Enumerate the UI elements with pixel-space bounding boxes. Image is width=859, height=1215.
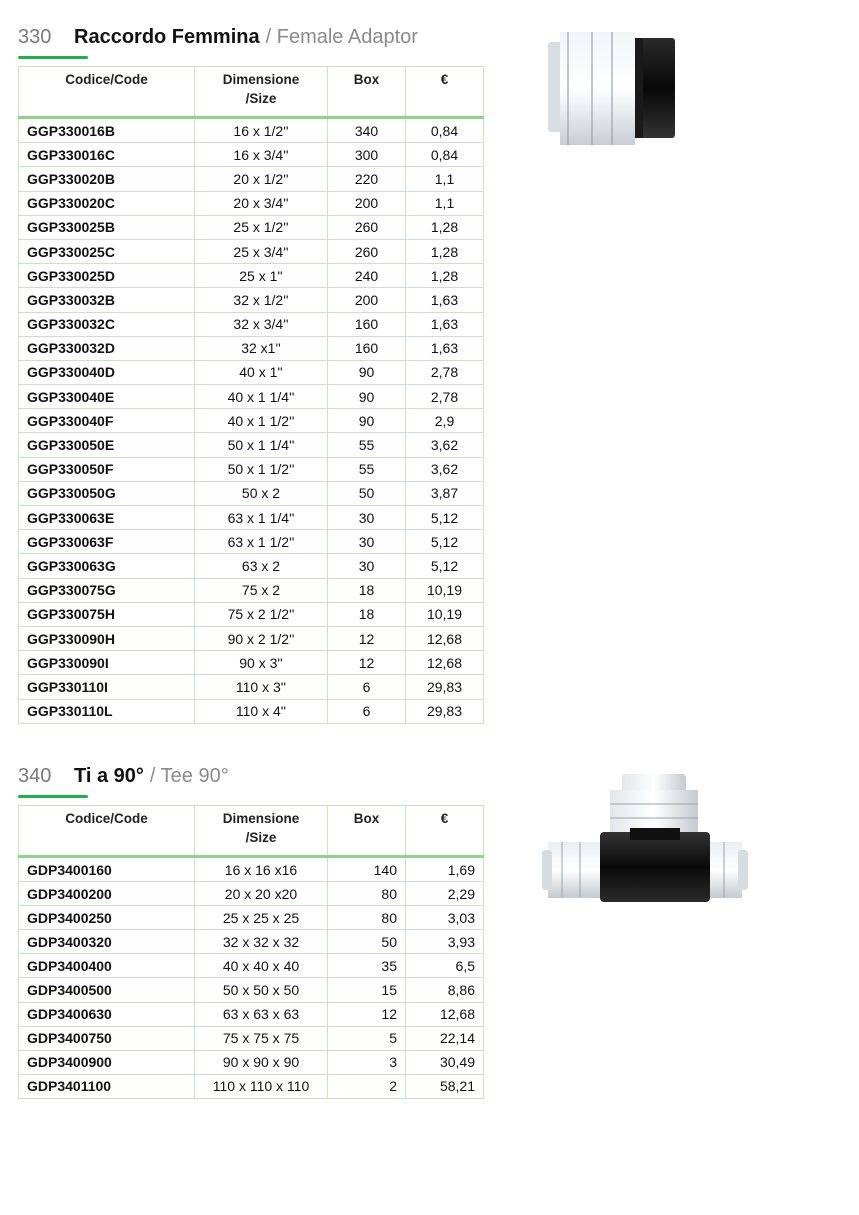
cell-code: GGP330110L (19, 699, 195, 723)
section-title-en: / Female Adaptor (265, 26, 418, 48)
cell-price: 1,69 (406, 857, 484, 882)
cell-code: GDP3401100 (19, 1074, 195, 1098)
price-table-340 (18, 805, 484, 1099)
table-row (19, 602, 484, 626)
section-heading (18, 26, 484, 56)
cell-code: GGP330110I (19, 675, 195, 699)
cell-code: GGP330050G (19, 481, 195, 505)
cell-code: GGP330063E (19, 506, 195, 530)
cell-price: 5,12 (406, 506, 484, 530)
cell-box: 200 (328, 288, 406, 312)
cell-box: 50 (328, 930, 406, 954)
cell-price: 3,87 (406, 481, 484, 505)
cell-code: GDP3400160 (19, 857, 195, 882)
cell-dimension: 75 x 75 x 75 (195, 1026, 328, 1050)
cell-dimension: 32 x1'' (195, 336, 328, 360)
cell-price: 1,1 (406, 191, 484, 215)
cell-box: 90 (328, 409, 406, 433)
table-row (19, 954, 484, 978)
cell-box: 2 (328, 1074, 406, 1098)
cell-dimension: 20 x 3/4'' (195, 191, 328, 215)
cell-price: 2,29 (406, 882, 484, 906)
cell-dimension: 50 x 1 1/4'' (195, 433, 328, 457)
cell-price: 3,62 (406, 433, 484, 457)
table-row (19, 264, 484, 288)
cell-code: GGP330063G (19, 554, 195, 578)
cell-box: 260 (328, 215, 406, 239)
cell-price: 1,1 (406, 167, 484, 191)
cell-price: 2,9 (406, 409, 484, 433)
cell-box: 30 (328, 554, 406, 578)
header-price: € (406, 67, 484, 118)
cell-code: GGP330020C (19, 191, 195, 215)
cell-price: 1,28 (406, 264, 484, 288)
section-number: 340 (18, 765, 52, 787)
cell-price: 12,68 (406, 651, 484, 675)
table-row (19, 215, 484, 239)
cell-code: GGP330040D (19, 360, 195, 384)
heading-underline (18, 795, 484, 805)
cell-dimension: 32 x 3/4'' (195, 312, 328, 336)
cell-code: GGP330025D (19, 264, 195, 288)
table-row (19, 978, 484, 1002)
cell-code: GGP330090I (19, 651, 195, 675)
cell-box: 55 (328, 457, 406, 481)
cell-price: 29,83 (406, 699, 484, 723)
cell-price: 6,5 (406, 954, 484, 978)
cell-box: 220 (328, 167, 406, 191)
table-row (19, 118, 484, 143)
cell-box: 30 (328, 530, 406, 554)
cell-dimension: 40 x 40 x 40 (195, 954, 328, 978)
cell-box: 90 (328, 385, 406, 409)
cell-price: 1,28 (406, 215, 484, 239)
cell-box: 340 (328, 118, 406, 143)
cell-dimension: 25 x 1/2'' (195, 215, 328, 239)
cell-code: GDP3400750 (19, 1026, 195, 1050)
header-dimension: Dimensione /Size (195, 67, 328, 118)
cell-code: GGP330050F (19, 457, 195, 481)
cell-price: 30,49 (406, 1050, 484, 1074)
cell-price: 2,78 (406, 385, 484, 409)
cell-code: GGP330020B (19, 167, 195, 191)
cell-box: 3 (328, 1050, 406, 1074)
cell-price: 0,84 (406, 118, 484, 143)
cell-code: GGP330040E (19, 385, 195, 409)
cell-box: 12 (328, 1002, 406, 1026)
table-row (19, 626, 484, 650)
cell-price: 3,62 (406, 457, 484, 481)
cell-dimension: 25 x 3/4'' (195, 239, 328, 263)
cell-box: 160 (328, 336, 406, 360)
table-row (19, 578, 484, 602)
cell-price: 5,12 (406, 530, 484, 554)
cell-box: 18 (328, 602, 406, 626)
cell-box: 200 (328, 191, 406, 215)
table-row (19, 336, 484, 360)
cell-box: 5 (328, 1026, 406, 1050)
cell-price: 58,21 (406, 1074, 484, 1098)
table-row (19, 675, 484, 699)
cell-price: 8,86 (406, 978, 484, 1002)
table-row (19, 651, 484, 675)
table-row (19, 143, 484, 167)
cell-box: 35 (328, 954, 406, 978)
table-row (19, 530, 484, 554)
heading-underline (18, 56, 484, 66)
cell-dimension: 110 x 4'' (195, 699, 328, 723)
price-table-330 (18, 66, 484, 724)
header-price: € (406, 806, 484, 857)
cell-dimension: 32 x 1/2'' (195, 288, 328, 312)
cell-box: 50 (328, 481, 406, 505)
cell-dimension: 25 x 25 x 25 (195, 906, 328, 930)
cell-dimension: 90 x 3'' (195, 651, 328, 675)
cell-code: GDP3400250 (19, 906, 195, 930)
cell-code: GGP330075H (19, 602, 195, 626)
cell-code: GGP330032B (19, 288, 195, 312)
section-female-adaptor (18, 26, 484, 724)
section-number: 330 (18, 26, 52, 48)
table-row (19, 930, 484, 954)
cell-dimension: 75 x 2 (195, 578, 328, 602)
cell-code: GDP3400400 (19, 954, 195, 978)
cell-box: 300 (328, 143, 406, 167)
table-row (19, 385, 484, 409)
cell-box: 55 (328, 433, 406, 457)
table-row (19, 906, 484, 930)
table-row (19, 433, 484, 457)
cell-price: 22,14 (406, 1026, 484, 1050)
table-row (19, 857, 484, 882)
header-code: Codice/Code (19, 806, 195, 857)
cell-dimension: 75 x 2 1/2'' (195, 602, 328, 626)
cell-dimension: 40 x 1 1/2'' (195, 409, 328, 433)
cell-dimension: 110 x 3'' (195, 675, 328, 699)
header-box: Box (328, 67, 406, 118)
cell-price: 12,68 (406, 626, 484, 650)
cell-dimension: 110 x 110 x 110 (195, 1074, 328, 1098)
cell-dimension: 32 x 32 x 32 (195, 930, 328, 954)
table-row (19, 1026, 484, 1050)
cell-dimension: 90 x 2 1/2'' (195, 626, 328, 650)
table-row (19, 699, 484, 723)
table-row (19, 167, 484, 191)
table-row (19, 882, 484, 906)
section-tee-90 (18, 765, 484, 1099)
cell-code: GGP330040F (19, 409, 195, 433)
cell-code: GGP330032D (19, 336, 195, 360)
cell-price: 1,63 (406, 288, 484, 312)
cell-box: 80 (328, 882, 406, 906)
tee-90-photo (540, 770, 750, 910)
cell-code: GGP330090H (19, 626, 195, 650)
table-row (19, 360, 484, 384)
header-box: Box (328, 806, 406, 857)
header-dimension: Dimensione /Size (195, 806, 328, 857)
cell-dimension: 20 x 1/2'' (195, 167, 328, 191)
cell-box: 160 (328, 312, 406, 336)
cell-box: 140 (328, 857, 406, 882)
cell-dimension: 63 x 63 x 63 (195, 1002, 328, 1026)
cell-price: 1,63 (406, 336, 484, 360)
cell-price: 3,03 (406, 906, 484, 930)
cell-code: GGP330025B (19, 215, 195, 239)
table-row (19, 409, 484, 433)
header-code: Codice/Code (19, 67, 195, 118)
cell-price: 5,12 (406, 554, 484, 578)
table-row (19, 288, 484, 312)
cell-box: 80 (328, 906, 406, 930)
cell-price: 10,19 (406, 602, 484, 626)
table-row (19, 457, 484, 481)
cell-price: 1,28 (406, 239, 484, 263)
cell-price: 10,19 (406, 578, 484, 602)
cell-price: 1,63 (406, 312, 484, 336)
cell-box: 30 (328, 506, 406, 530)
table-row (19, 506, 484, 530)
cell-code: GDP3400200 (19, 882, 195, 906)
cell-dimension: 40 x 1'' (195, 360, 328, 384)
section-title-en: / Tee 90° (149, 765, 229, 787)
cell-dimension: 16 x 1/2'' (195, 118, 328, 143)
table-row (19, 312, 484, 336)
table-row (19, 239, 484, 263)
cell-code: GDP3400500 (19, 978, 195, 1002)
section-heading (18, 765, 484, 795)
cell-box: 260 (328, 239, 406, 263)
table-row (19, 1002, 484, 1026)
cell-code: GGP330075G (19, 578, 195, 602)
cell-box: 12 (328, 651, 406, 675)
cell-dimension: 90 x 90 x 90 (195, 1050, 328, 1074)
cell-code: GDP3400320 (19, 930, 195, 954)
cell-code: GGP330063F (19, 530, 195, 554)
cell-price: 3,93 (406, 930, 484, 954)
section-title-it: Raccordo Femmina (74, 26, 260, 48)
cell-box: 15 (328, 978, 406, 1002)
section-title-it: Ti a 90° (74, 765, 144, 787)
cell-code: GGP330016B (19, 118, 195, 143)
cell-box: 240 (328, 264, 406, 288)
cell-dimension: 63 x 1 1/4'' (195, 506, 328, 530)
cell-box: 6 (328, 675, 406, 699)
cell-price: 2,78 (406, 360, 484, 384)
cell-box: 90 (328, 360, 406, 384)
cell-code: GGP330025C (19, 239, 195, 263)
cell-price: 12,68 (406, 1002, 484, 1026)
female-adaptor-photo (540, 20, 680, 155)
cell-dimension: 25 x 1'' (195, 264, 328, 288)
table-row (19, 1050, 484, 1074)
cell-code: GDP3400630 (19, 1002, 195, 1026)
table-row (19, 191, 484, 215)
cell-dimension: 63 x 1 1/2'' (195, 530, 328, 554)
cell-dimension: 16 x 16 x16 (195, 857, 328, 882)
cell-dimension: 50 x 50 x 50 (195, 978, 328, 1002)
cell-dimension: 50 x 2 (195, 481, 328, 505)
cell-dimension: 63 x 2 (195, 554, 328, 578)
cell-dimension: 40 x 1 1/4'' (195, 385, 328, 409)
cell-dimension: 20 x 20 x20 (195, 882, 328, 906)
table-row (19, 481, 484, 505)
cell-code: GGP330032C (19, 312, 195, 336)
cell-dimension: 50 x 1 1/2'' (195, 457, 328, 481)
cell-price: 0,84 (406, 143, 484, 167)
cell-price: 29,83 (406, 675, 484, 699)
cell-code: GGP330016C (19, 143, 195, 167)
cell-dimension: 16 x 3/4'' (195, 143, 328, 167)
cell-code: GGP330050E (19, 433, 195, 457)
cell-box: 12 (328, 626, 406, 650)
table-row (19, 1074, 484, 1098)
cell-code: GDP3400900 (19, 1050, 195, 1074)
table-row (19, 554, 484, 578)
cell-box: 18 (328, 578, 406, 602)
cell-box: 6 (328, 699, 406, 723)
